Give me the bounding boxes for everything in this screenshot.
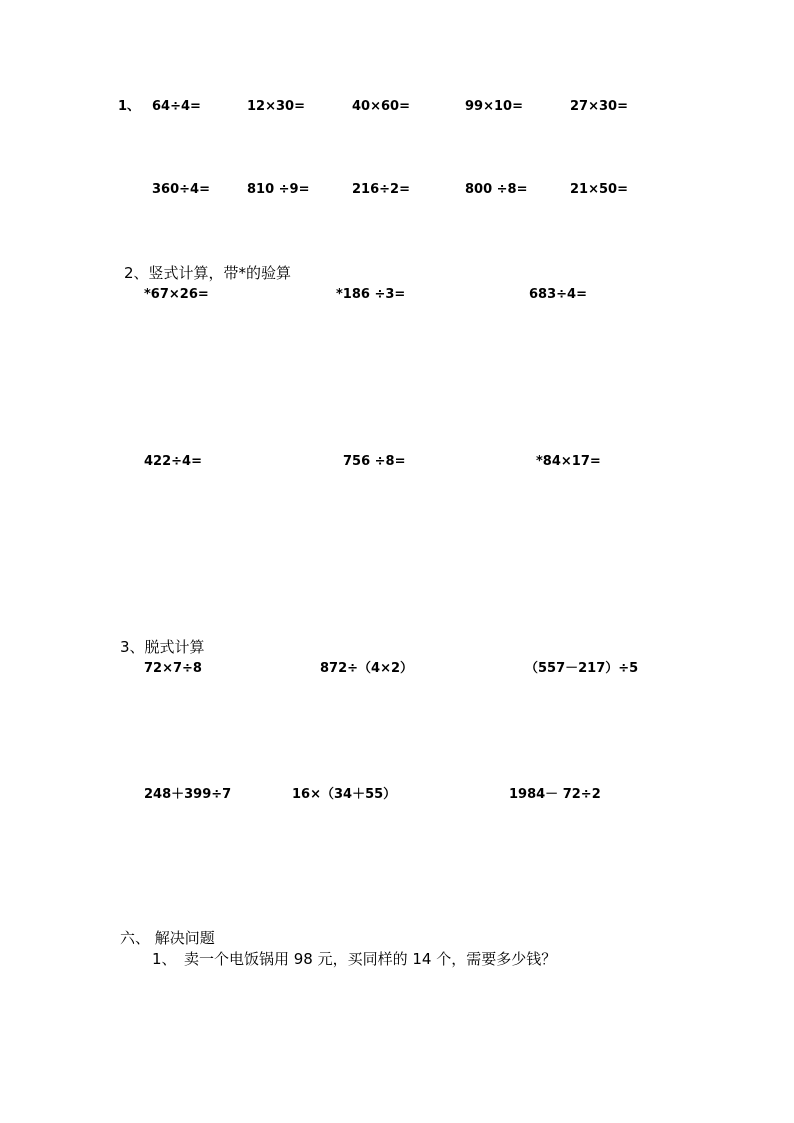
section2-title: 2、竖式计算，带*的验算 — [124, 264, 292, 282]
stepwise-problem: 248＋399÷7 — [144, 787, 232, 802]
stepwise-problem: （557－217）÷5 — [525, 661, 639, 676]
oral-problem: 810 ÷9= — [247, 182, 310, 197]
section6-title: 六、 解决问题 — [120, 929, 215, 947]
oral-problem: 99×10= — [465, 99, 523, 114]
oral-problem: 216÷2= — [352, 182, 410, 197]
oral-problem: 12×30= — [247, 99, 305, 114]
word-problem-text: 卖一个电饭锅用 98 元，买同样的 14 个，需要多少钱？ — [184, 950, 557, 968]
stepwise-problem: 16×（34＋55） — [292, 787, 397, 802]
stepwise-problem: 1984－ 72÷2 — [509, 787, 601, 802]
oral-problem: 64÷4= — [152, 99, 201, 114]
vertical-problem: 683÷4= — [529, 287, 587, 302]
oral-problem: 40×60= — [352, 99, 410, 114]
oral-problem: 800 ÷8= — [465, 182, 528, 197]
vertical-problem: *67×26= — [144, 287, 209, 302]
oral-problem: 21×50= — [570, 182, 628, 197]
stepwise-problem: 72×7÷8 — [144, 661, 202, 676]
vertical-problem: 756 ÷8= — [343, 454, 406, 469]
vertical-problem: *186 ÷3= — [336, 287, 406, 302]
oral-problem: 360÷4= — [152, 182, 210, 197]
vertical-problem: *84×17= — [536, 454, 601, 469]
section1-number: 1、 — [118, 99, 141, 114]
word-problem-number: 1、 — [152, 950, 177, 968]
oral-problem: 27×30= — [570, 99, 628, 114]
section3-title: 3、脱式计算 — [120, 638, 205, 656]
vertical-problem: 422÷4= — [144, 454, 202, 469]
stepwise-problem: 872÷（4×2） — [320, 661, 414, 676]
